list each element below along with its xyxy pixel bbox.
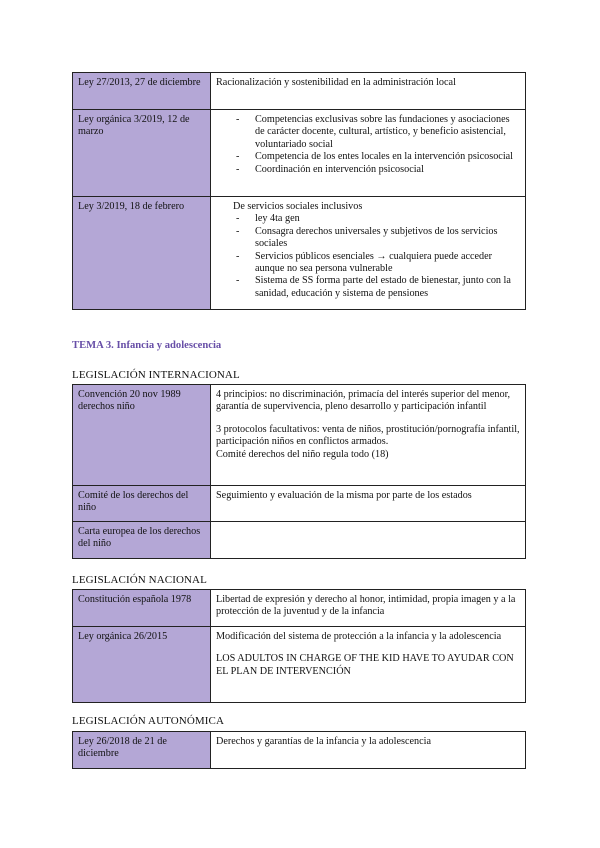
law-cell: Ley 27/2013, 27 de diciembre <box>73 73 211 110</box>
description-cell <box>211 385 526 486</box>
subheading-internacional: LEGISLACIÓN INTERNACIONAL <box>72 369 240 381</box>
description-cell <box>211 110 526 197</box>
legislation-table-nacional <box>72 589 526 703</box>
table-row <box>73 110 526 197</box>
list-item: - Competencia de los entes locales en la intervención psicosocial <box>236 151 520 163</box>
legislation-table-top <box>72 72 526 310</box>
description-cell: Seguimiento y evaluación de la misma por parte de los estados <box>211 486 526 522</box>
table-row <box>73 385 526 486</box>
law-cell: Constitución española 1978 <box>73 590 211 627</box>
paragraph: Comité derechos del niño regula todo (18) <box>216 448 389 460</box>
section-title: TEMA 3. Infancia y adolescencia <box>72 340 222 351</box>
description-cell <box>211 627 526 703</box>
table-row <box>73 486 526 522</box>
description-cell: Derechos y garantías de la infancia y la adolescencia <box>211 732 526 769</box>
description-cell <box>211 522 526 559</box>
list-item: - Coordinación en intervención psicosocial <box>236 164 520 176</box>
legislation-table-internacional <box>72 384 526 559</box>
table-row <box>73 732 526 769</box>
law-cell: Ley orgánica 26/2015 <box>73 627 211 703</box>
subheading-nacional: LEGISLACIÓN NACIONAL <box>72 574 207 586</box>
list-item: - ley 4ta gen <box>236 213 520 225</box>
paragraph: LOS ADULTOS IN CHARGE OF THE KID HAVE TO AYUDAR CON EL PLAN DE INTERVENCIÓN <box>216 653 514 677</box>
law-cell: Ley 26/2018 de 21 de diciembre <box>73 732 211 769</box>
subheading-autonomica: LEGISLACIÓN AUTONÓMICA <box>72 715 225 727</box>
table-row <box>73 522 526 559</box>
list-item: - Sistema de SS forma parte del estado de bienestar, junto con la sanidad, educación y sistema de pensiones <box>236 275 520 300</box>
law-cell: Ley 3/2019, 18 de febrero <box>73 197 211 310</box>
description-cell: Racionalización y sostenibilidad en la administración local <box>211 73 526 110</box>
law-cell: Convención 20 nov 1989 derechos niño <box>73 385 211 486</box>
list-item: - Competencias exclusivas sobre las fundaciones y asociaciones de carácter docente, cultural, artístico, y beneficio asistencial, voluntariado social <box>236 114 520 151</box>
law-cell: Carta europea de los derechos del niño <box>73 522 211 559</box>
table-row <box>73 73 526 110</box>
law-cell: Comité de los derechos del niño <box>73 486 211 522</box>
paragraph: 4 principios: no discriminación, primacía del interés superior del menor, garantía de supervivencia, pleno desarrollo y participación infantil <box>216 389 511 413</box>
description-cell: Libertad de expresión y derecho al honor, intimidad, propia imagen y a la protección de la juventud y de la infancia <box>211 590 526 627</box>
paragraph: Modificación del sistema de protección a la infancia y la adolescencia <box>216 631 502 642</box>
list-intro: De servicios sociales inclusivos <box>233 201 363 212</box>
table-row <box>73 627 526 703</box>
list-item: - Servicios públicos esenciales → cualquiera puede acceder aunque no sea persona vulnerable <box>236 251 520 276</box>
legislation-table-autonomica <box>72 731 526 769</box>
bullet-list <box>216 114 520 176</box>
description-cell <box>211 197 526 310</box>
list-item: - Consagra derechos universales y subjetivos de los servicios sociales <box>236 226 520 251</box>
table-row <box>73 590 526 627</box>
law-cell: Ley orgánica 3/2019, 12 de marzo <box>73 110 211 197</box>
bullet-list <box>216 213 520 300</box>
paragraph: 3 protocolos facultativos: venta de niños, prostitución/pornografía infantil, participación niños en conflictos armados. <box>216 423 520 448</box>
table-row <box>73 197 526 310</box>
